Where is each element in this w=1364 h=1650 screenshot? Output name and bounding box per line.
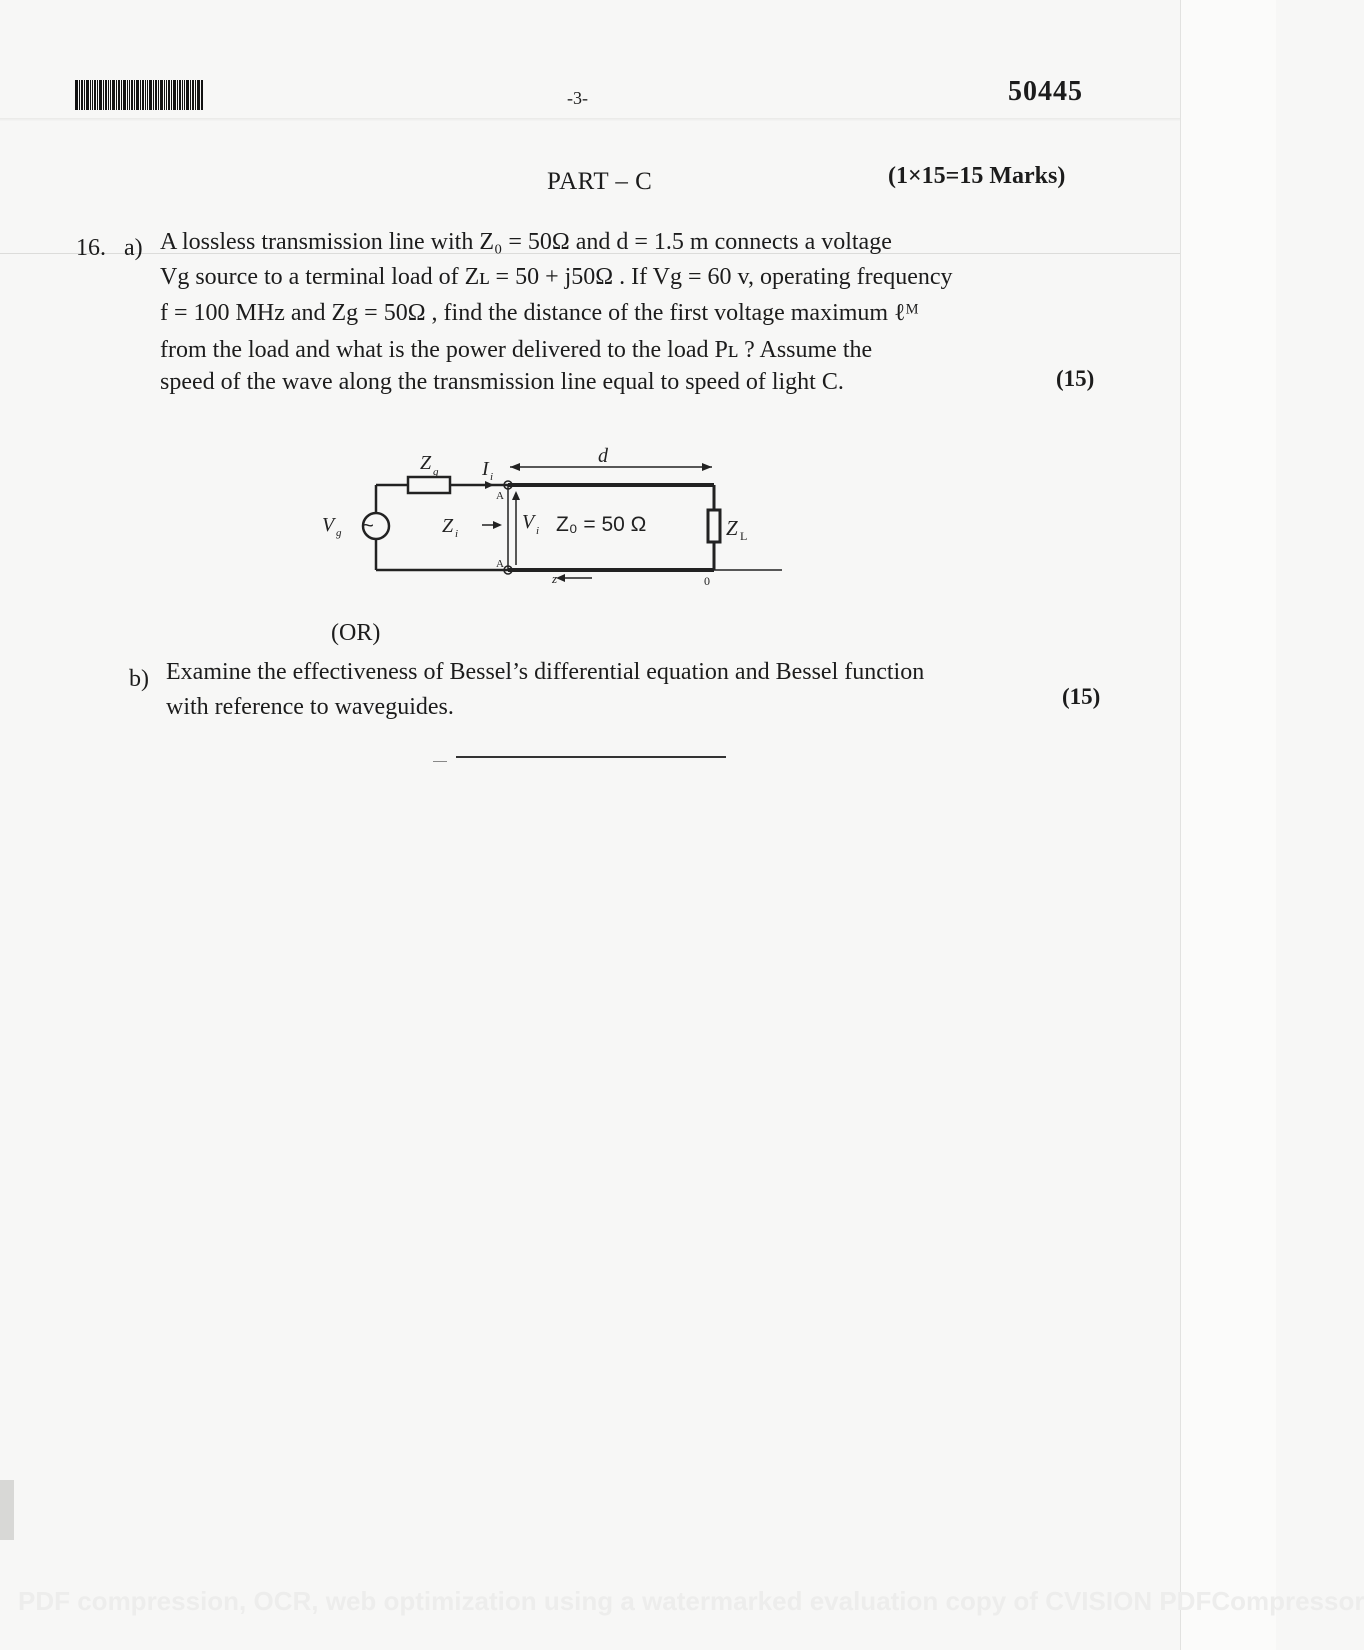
zl-label: Z <box>726 516 738 540</box>
z0-label: Z₀ = 50 Ω <box>556 513 647 536</box>
zg-subscript: g <box>433 466 439 478</box>
page-edge <box>1180 0 1276 1650</box>
vi-subscript: i <box>536 525 540 537</box>
section-marks: (1×15=15 Marks) <box>888 163 1066 189</box>
scan-smudge <box>0 1480 14 1540</box>
barcode <box>75 80 241 110</box>
section-title: PART – C <box>547 168 653 195</box>
part-a-line-3: f = 100 MHz and Zg = 50Ω , find the distance of the first voltage maximum ℓᴹ <box>160 300 919 326</box>
d-label: d <box>598 445 608 467</box>
zg-resistor <box>408 477 450 493</box>
ii-label: I <box>482 458 489 480</box>
part-b-line-2: with reference to waveguides. <box>166 694 454 720</box>
part-b-marks: (15) <box>1062 684 1101 709</box>
paper-code: 50445 <box>1008 76 1083 107</box>
end-rule <box>456 756 726 758</box>
part-a-line-2: Vg source to a terminal load of Zʟ = 50 + j50Ω . If Vg = 60 v, operating frequency <box>160 264 953 290</box>
zl-resistor <box>708 510 720 542</box>
part-b-label: b) <box>129 666 149 692</box>
unused <box>422 522 438 530</box>
part-a-line-1: A lossless transmission line with Z₀ = 50Ω and d = 1.5 m connects a voltage <box>160 229 892 255</box>
zi-label: Z <box>442 515 454 537</box>
source-symbol: ~ <box>362 515 374 537</box>
zg-label: Z <box>420 452 432 474</box>
zi-arrowhead <box>493 521 502 529</box>
transmission-line-diagram <box>322 435 790 595</box>
d-arrow-left <box>510 463 520 471</box>
z-axis-label: z <box>552 571 558 586</box>
or-separator: (OR) <box>331 620 381 646</box>
end-rule-dash <box>433 761 447 762</box>
part-b-line-1: Examine the effectiveness of Bessel’s differential equation and Bessel function <box>166 659 925 685</box>
port-a-top-label: A <box>496 490 504 502</box>
vi-label: V <box>522 511 535 533</box>
header-rule <box>0 118 1180 121</box>
z-arrowhead <box>556 574 565 582</box>
ii-subscript: i <box>490 471 494 483</box>
part-a-line-5: speed of the wave along the transmission line equal to speed of light C. <box>160 369 844 395</box>
vi-arrowhead <box>512 491 520 500</box>
page-number: -3- <box>567 88 588 108</box>
part-a-marks: (15) <box>1056 366 1095 391</box>
vg-subscript: g <box>336 527 342 539</box>
vg-label: V <box>322 514 335 536</box>
question-number: 16. <box>76 235 106 261</box>
zl-subscript: L <box>740 529 748 543</box>
zi-subscript: i <box>455 528 459 540</box>
d-arrow-right <box>702 463 712 471</box>
watermark: PDF compression, OCR, web optimization using a watermarked evaluation copy of CVISION PDFCompressor <box>18 1586 1364 1616</box>
part-a-line-4: from the load and what is the power delivered to the load Pʟ ? Assume the <box>160 337 873 363</box>
zero-label: 0 <box>704 574 710 588</box>
part-a-label: a) <box>124 235 143 261</box>
port-a-bottom-label: A <box>496 558 504 570</box>
